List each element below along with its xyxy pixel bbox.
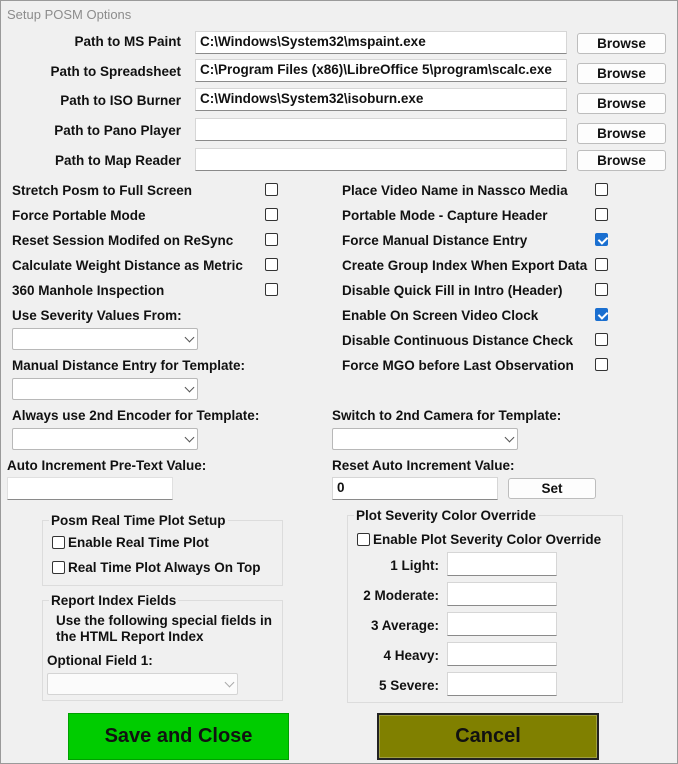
report-index-description: Use the following special fields in the HTML Report Index [56, 613, 273, 644]
path-map-reader-label: Path to Map Reader [54, 153, 181, 168]
stretch-full-screen-checkbox[interactable] [265, 183, 278, 196]
chevron-down-icon [185, 333, 195, 343]
severity-average-label: 3 Average: [370, 618, 439, 633]
optional-field-label: Optional Field 1: [47, 653, 153, 668]
reset-auto-increment-field[interactable]: 0 [332, 477, 498, 500]
path-ms-paint-label: Path to MS Paint [74, 34, 181, 49]
second-camera-template-label: Switch to 2nd Camera for Template: [332, 408, 562, 423]
path-map-reader-field[interactable] [195, 148, 567, 171]
disable-quick-fill-checkbox[interactable] [595, 283, 608, 296]
set-button[interactable]: Set [508, 478, 596, 499]
force-portable-mode-label: Force Portable Mode [12, 208, 146, 223]
portable-capture-header-label: Portable Mode - Capture Header [342, 208, 548, 223]
weight-distance-metric-label: Calculate Weight Distance as Metric [12, 258, 243, 273]
reset-session-resync-checkbox[interactable] [265, 233, 278, 246]
weight-distance-metric-checkbox[interactable] [265, 258, 278, 271]
stretch-full-screen-label: Stretch Posm to Full Screen [12, 183, 193, 198]
severity-heavy-field[interactable] [447, 642, 557, 666]
force-mgo-checkbox[interactable] [595, 358, 608, 371]
path-pano-player-label: Path to Pano Player [54, 123, 181, 138]
severity-severe-label: 5 Severe: [378, 678, 439, 693]
path-iso-burner-field[interactable]: C:\Windows\System32\isoburn.exe [195, 88, 567, 111]
severity-heavy-label: 4 Heavy: [383, 648, 439, 663]
chevron-down-icon [505, 433, 515, 443]
save-and-close-button[interactable]: Save and Close [68, 713, 289, 760]
force-manual-distance-checkbox[interactable] [595, 233, 608, 246]
browse-spreadsheet-button[interactable]: Browse [577, 63, 666, 84]
chevron-down-icon [185, 433, 195, 443]
continuous-distance-label: Disable Continuous Distance Check [342, 333, 574, 348]
portable-capture-header-checkbox[interactable] [595, 208, 608, 221]
plot-setup-title: Posm Real Time Plot Setup [51, 513, 226, 528]
second-encoder-template-select[interactable] [12, 428, 198, 450]
manual-distance-template-label: Manual Distance Entry for Template: [12, 358, 246, 373]
video-name-nassco-label: Place Video Name in Nassco Media [342, 183, 568, 198]
path-ms-paint-field[interactable]: C:\Windows\System32\mspaint.exe [195, 31, 567, 54]
browse-ms-paint-button[interactable]: Browse [577, 33, 666, 54]
severity-moderate-field[interactable] [447, 582, 557, 606]
force-manual-distance-label: Force Manual Distance Entry [342, 233, 528, 248]
severity-average-field[interactable] [447, 612, 557, 636]
cancel-button[interactable]: Cancel [377, 713, 599, 760]
severity-values-select[interactable] [12, 328, 198, 350]
severity-light-field[interactable] [447, 552, 557, 576]
chevron-down-icon [185, 383, 195, 393]
severity-override-title: Plot Severity Color Override [356, 508, 537, 523]
video-clock-checkbox[interactable] [595, 308, 608, 321]
chevron-down-icon [225, 678, 235, 688]
reset-session-resync-label: Reset Session Modifed on ReSync [12, 233, 234, 248]
severity-severe-field[interactable] [447, 672, 557, 696]
second-encoder-template-label: Always use 2nd Encoder for Template: [12, 408, 260, 423]
force-mgo-label: Force MGO before Last Observation [342, 358, 574, 373]
enable-severity-override-checkbox[interactable] [357, 533, 370, 546]
title-bar[interactable] [1, 1, 677, 27]
enable-severity-override-label: Enable Plot Severity Color Override [373, 532, 602, 547]
path-pano-player-field[interactable] [195, 118, 567, 141]
severity-values-label: Use Severity Values From: [12, 308, 182, 323]
auto-increment-pretext-label: Auto Increment Pre-Text Value: [7, 458, 207, 473]
continuous-distance-checkbox[interactable] [595, 333, 608, 346]
manual-distance-template-select[interactable] [12, 378, 198, 400]
force-portable-mode-checkbox[interactable] [265, 208, 278, 221]
second-camera-template-select[interactable] [332, 428, 518, 450]
group-index-export-checkbox[interactable] [595, 258, 608, 271]
window-title: Setup POSM Options [7, 7, 132, 22]
plot-always-on-top-label: Real Time Plot Always On Top [68, 560, 261, 575]
manhole-inspection-checkbox[interactable] [265, 283, 278, 296]
reset-auto-increment-label: Reset Auto Increment Value: [332, 458, 515, 473]
severity-light-label: 1 Light: [390, 558, 439, 573]
path-spreadsheet-label: Path to Spreadsheet [50, 64, 181, 79]
path-iso-burner-label: Path to ISO Burner [60, 93, 181, 108]
plot-setup-group [42, 520, 283, 586]
enable-real-time-plot-checkbox[interactable] [52, 536, 65, 549]
severity-moderate-label: 2 Moderate: [363, 588, 439, 603]
report-index-title: Report Index Fields [51, 593, 177, 608]
browse-pano-player-button[interactable]: Browse [577, 123, 666, 144]
disable-quick-fill-label: Disable Quick Fill in Intro (Header) [342, 283, 563, 298]
path-spreadsheet-field[interactable]: C:\Program Files (x86)\LibreOffice 5\program\scalc.exe [195, 59, 567, 82]
browse-iso-burner-button[interactable]: Browse [577, 93, 666, 114]
optional-field-select[interactable] [47, 673, 238, 695]
auto-increment-pretext-field[interactable] [7, 477, 173, 500]
manhole-inspection-label: 360 Manhole Inspection [12, 283, 165, 298]
enable-real-time-plot-label: Enable Real Time Plot [68, 535, 209, 550]
video-name-nassco-checkbox[interactable] [595, 183, 608, 196]
browse-map-reader-button[interactable]: Browse [577, 150, 666, 171]
group-index-export-label: Create Group Index When Export Data [342, 258, 588, 273]
plot-always-on-top-checkbox[interactable] [52, 561, 65, 574]
video-clock-label: Enable On Screen Video Clock [342, 308, 539, 323]
